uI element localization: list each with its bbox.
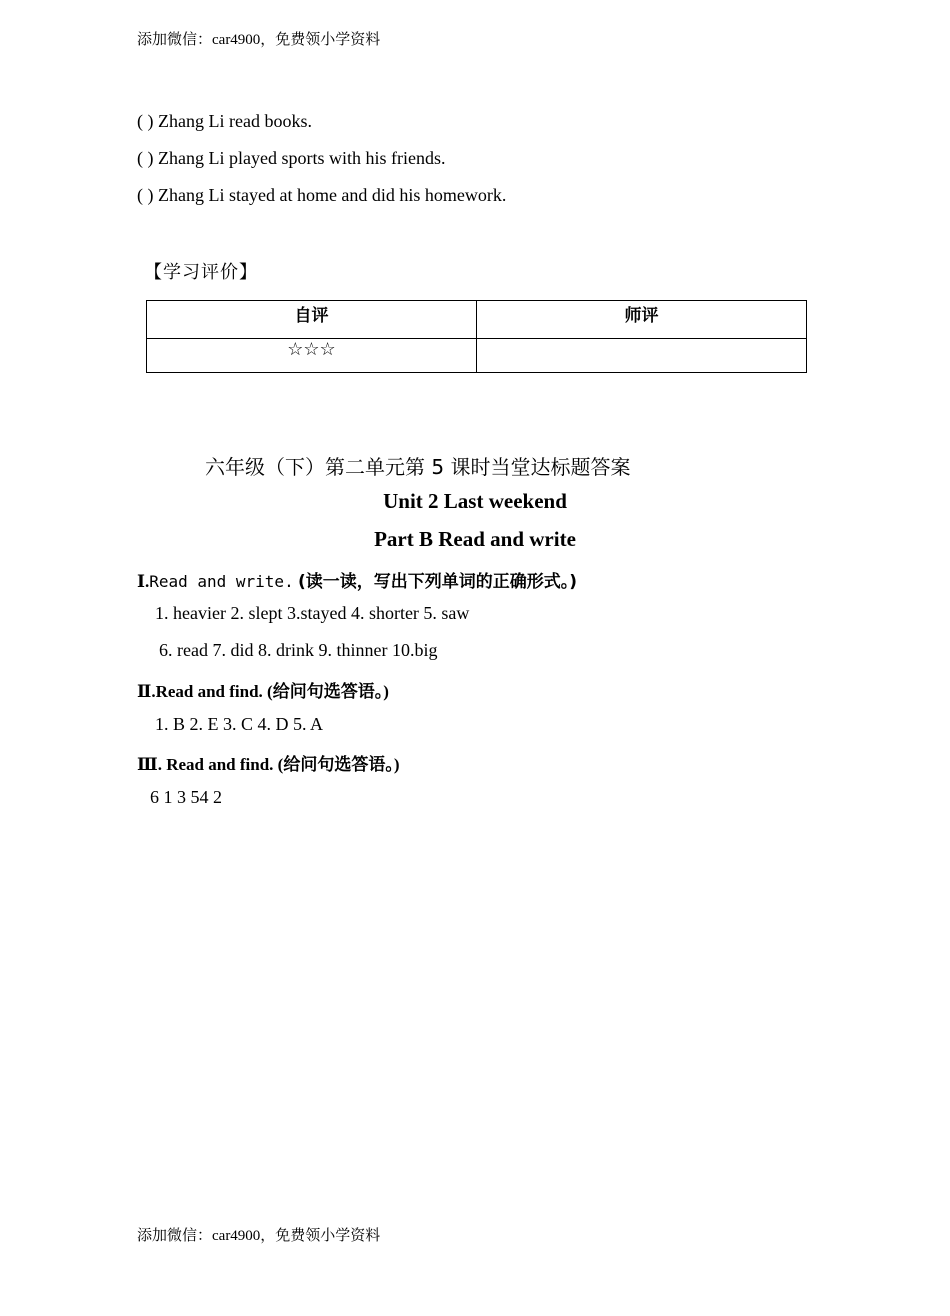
evaluation-header-row: [147, 301, 807, 339]
evaluation-table: [146, 300, 807, 373]
evaluation-value-row: [147, 339, 807, 373]
teacher-eval-header: 师评: [477, 301, 807, 339]
section1-answers-line1: 1. heavier 2. slept 3.stayed 4. shorter 5. saw: [155, 603, 470, 623]
section2-answers: 1. B 2. E 3. C 4. D 5. A: [155, 714, 324, 734]
section1-answers-line2: 6. read 7. did 8. drink 9. thinner 10.big: [159, 640, 438, 660]
unit-title: Unit 2 Last weekend: [383, 489, 567, 513]
section1-heading: [137, 567, 577, 592]
evaluation-label: 【学习评价】: [144, 262, 258, 282]
section3-heading: Ⅲ. Read and find. (给问句选答语。): [137, 755, 400, 774]
option-played-sports: ( ) Zhang Li played sports with his friends.: [137, 148, 446, 168]
part-title: Part B Read and write: [374, 527, 576, 551]
self-eval-stars: ☆☆☆: [147, 339, 477, 373]
section1-numeral: Ⅰ.: [137, 572, 150, 591]
section1-heading-en: Read and write.: [149, 572, 294, 591]
answer-title-cn: 六年级（下）第二单元第 5 课时当堂达标题答案: [205, 455, 631, 479]
section1-heading-cn: (读一读，写出下列单词的正确形式。): [297, 572, 577, 592]
option-read-books: ( ) Zhang Li read books.: [137, 111, 312, 131]
option-stayed-home: ( ) Zhang Li stayed at home and did his homework.: [137, 185, 507, 205]
section2-heading: Ⅱ.Read and find. (给问句选答语。): [137, 682, 389, 701]
teacher-eval-value: [477, 339, 807, 373]
self-eval-header: 自评: [147, 301, 477, 339]
header-note: 添加微信：car4900，免费领小学资料: [137, 32, 381, 48]
section3-answers: 6 1 3 54 2: [150, 787, 222, 807]
footer-note: 添加微信：car4900，免费领小学资料: [137, 1228, 381, 1244]
